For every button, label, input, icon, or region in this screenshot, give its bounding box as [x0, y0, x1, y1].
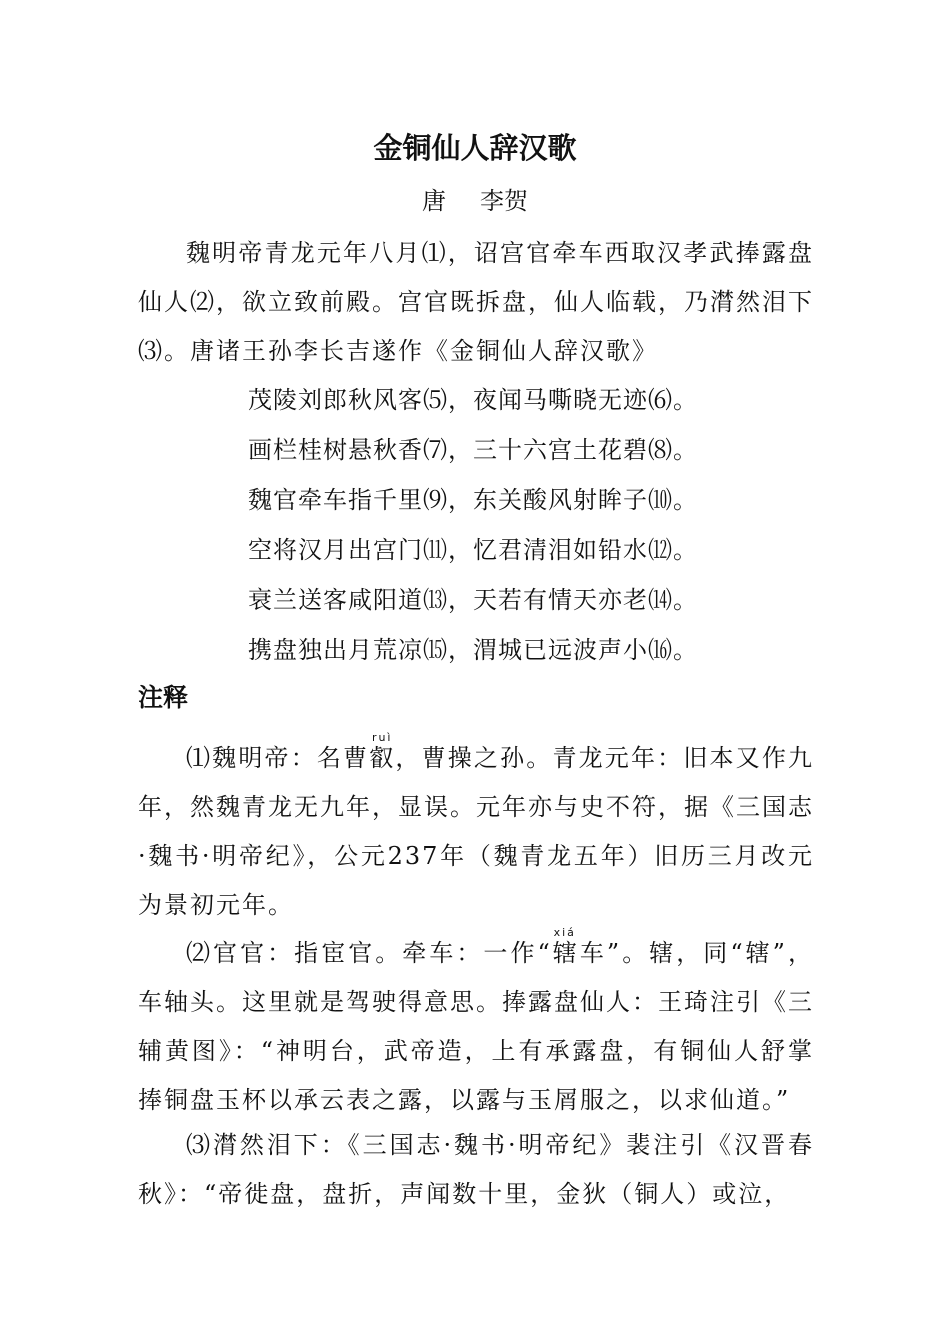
- note-1-pinyin: ruì: [369, 731, 396, 744]
- preface-paragraph: 魏明帝青龙元年八月⑴，诏宫官牵车西取汉孝武捧露盘仙人⑵，欲立致前殿。宫官既拆盘，仙人临载，乃潸然泪下⑶。唐诸王孙李长吉遂作《金铜仙人辞汉歌》: [138, 239, 814, 365]
- note-1-ruby: [369, 731, 396, 772]
- note-1-text-a: ⑴魏明帝：名曹: [186, 744, 370, 772]
- note-2-pinyin: xiá: [551, 926, 578, 939]
- poem-line: 魏官牵车指千里⑼，东关酸风射眸子⑽。: [248, 486, 698, 514]
- poem-line: 画栏桂树悬秋香⑺，三十六宫土花碧⑻。: [248, 436, 698, 464]
- poem-line: 茂陵刘郎秋风客⑸，夜闻马嘶晓无迹⑹。: [248, 386, 698, 414]
- poem-line: 空将汉月出宫门⑾，忆君清泪如铅水⑿。: [248, 536, 698, 564]
- author-line: [0, 184, 950, 218]
- poem-line: 衰兰送客咸阳道⒀，天若有情天亦老⒁。: [248, 586, 698, 614]
- note-2-ruby-base: 辖: [551, 939, 580, 967]
- note-1-text-b: ，曹操之孙。青龙元年：旧本又作九年，然魏青龙无九年，显误。元年亦与史不符，据《三国志·魏书·明帝纪》，公元237年（魏青龙五年）旧历三月改元为景初元年。: [138, 744, 815, 919]
- note-2-text-b: 车”。辖，同“辖”，车轴头。这里就是驾驶得意思。捧露盘仙人：王琦注引《三辅黄图》：“神明台，武帝造，上有承露盘，有铜仙人舒掌捧铜盘玉杯以承云表之露，以露与玉屑服之，以求仙道。”: [138, 939, 814, 1114]
- notes-heading: 注释: [138, 683, 189, 712]
- dynasty: 唐: [422, 187, 446, 215]
- note-2-text-a: ⑵官官：指宦官。牵车：一作“: [186, 939, 552, 967]
- poem-body: [248, 375, 808, 675]
- note-3: ⑶潸然泪下：《三国志·魏书·明帝纪》裴注引《汉晋春秋》：“帝徙盘，盘折，声闻数十里，金狄（铜人）或泣，: [138, 1131, 814, 1208]
- note-1: [138, 732, 814, 930]
- note-2-ruby: [551, 926, 580, 967]
- poem-title: 金铜仙人辞汉歌: [373, 131, 577, 165]
- poem-line: 携盘独出月荒凉⒂，渭城已远波声小⒃。: [248, 636, 698, 664]
- author-name: 李贺: [480, 187, 528, 215]
- note-2: [138, 927, 814, 1125]
- note-1-ruby-base: 叡: [369, 744, 396, 772]
